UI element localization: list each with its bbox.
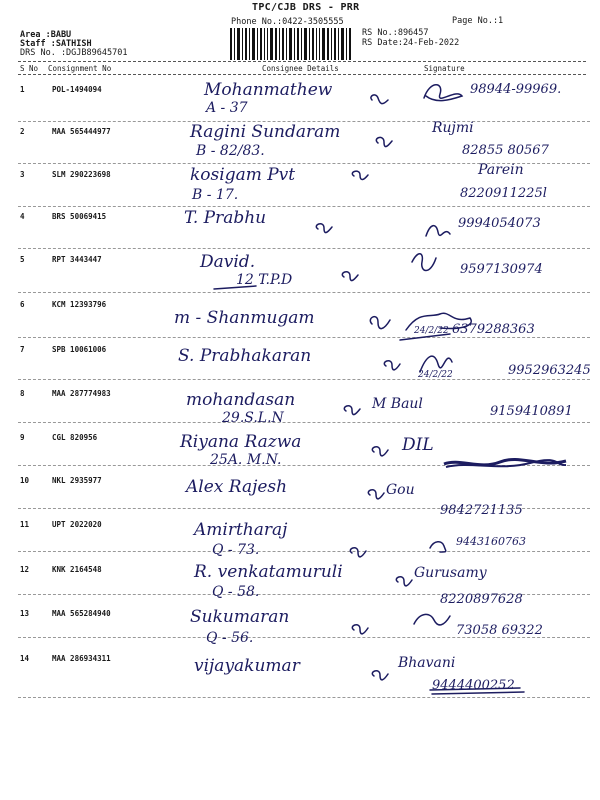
row-consignment: POL-1494094	[52, 85, 102, 94]
row-consignment: KCM 12393796	[52, 300, 107, 309]
row-sno: 10	[20, 476, 30, 485]
row-sno: 2	[20, 127, 25, 136]
row-consignment: KNK 2164548	[52, 565, 102, 574]
barcode-image	[230, 28, 352, 60]
consignee-name: Ragini Sundaram	[190, 122, 341, 142]
consignee-phone: 73058 69322	[456, 623, 543, 638]
signature-scribble	[424, 85, 462, 101]
row-consignment: CGL 820956	[52, 433, 98, 442]
row-sno: 9	[20, 433, 25, 442]
signature-name: Gurusamy	[414, 565, 487, 581]
consignee-address: B - 82/83.	[196, 143, 265, 159]
consignee-address: Q - 56.	[206, 630, 254, 646]
row-separator	[18, 206, 590, 207]
consignee-phone: 9443160763	[456, 535, 526, 548]
row-consignment: UPT 2022020	[52, 520, 102, 529]
consignee-name: kosigam Pvt	[190, 165, 296, 185]
tick-mark	[344, 406, 360, 415]
signature-scribble	[414, 614, 450, 625]
col-consignment: Consignment No	[48, 64, 112, 73]
rs-number: RS No.:896457	[362, 28, 429, 38]
row-sno: 11	[20, 520, 30, 529]
tick-mark	[371, 95, 388, 104]
signature-scribble	[412, 254, 436, 271]
sheet-title: TPC/CJB DRS - PRR	[252, 2, 360, 13]
row-sno: 3	[20, 170, 25, 179]
tick-mark	[372, 671, 388, 680]
consignee-phone: 82855 80567	[462, 143, 549, 158]
consignee-address: Q - 58.	[212, 584, 260, 600]
row-consignment: MAA 565444977	[52, 127, 111, 136]
consignee-address: Q - 73.	[212, 542, 260, 558]
consignee-phone: 8220911225l	[460, 186, 547, 201]
consignee-name: S. Prabhakaran	[178, 346, 312, 366]
consignee-address: 12 T.P.D	[236, 272, 293, 288]
row-sno: 6	[20, 300, 25, 309]
consignee-phone: 9159410891	[490, 404, 573, 419]
header-rule-bottom	[18, 74, 586, 75]
consignee-name: Alex Rajesh	[186, 477, 288, 497]
signature-name: M Baul	[372, 396, 423, 412]
col-signature: Signature	[424, 64, 465, 73]
tick-mark	[316, 224, 332, 233]
row-separator	[18, 697, 590, 698]
scribbled-out-phone	[440, 456, 570, 472]
col-consignee: Consignee Details	[262, 64, 339, 73]
header-rule-top	[18, 61, 586, 62]
row-sno: 5	[20, 255, 25, 264]
tick-mark	[396, 577, 412, 586]
row-sno: 13	[20, 609, 30, 618]
row-consignment: NKL 2935977	[52, 476, 102, 485]
row-sno: 4	[20, 212, 25, 221]
consignee-phone: 6379288363	[452, 322, 535, 337]
tick-mark	[352, 171, 368, 179]
area-label: Area :BABU	[20, 30, 72, 40]
sign-date: 24/2/22	[418, 370, 453, 380]
page-number: Page No.:1	[452, 16, 504, 26]
row-sno: 8	[20, 389, 25, 398]
tick-mark	[368, 490, 384, 499]
signature-name: Bhavani	[398, 655, 456, 671]
consignee-phone: 98944-99969.	[470, 82, 562, 97]
consignee-name: mohandasan	[186, 390, 296, 410]
consignee-phone: 9952963245	[508, 363, 591, 378]
row-sno: 1	[20, 85, 25, 94]
sign-date: 24/2/22	[414, 326, 449, 336]
tick-mark	[370, 317, 390, 329]
row-consignment: MAA 565284940	[52, 609, 111, 618]
consignee-name: R. venkatamuruli	[194, 562, 343, 582]
tick-mark	[372, 447, 388, 456]
tick-mark	[352, 625, 368, 634]
signature-name: Rujmi	[432, 120, 474, 136]
consignee-name: Riyana Razwa	[180, 432, 302, 452]
consignee-address: 25A. M.N.	[210, 452, 282, 468]
row-consignment: RPT 3443447	[52, 255, 102, 264]
tick-mark	[342, 272, 358, 281]
consignee-name: Amirtharaj	[194, 520, 288, 540]
staff-label: Staff :SATHISH	[20, 39, 92, 49]
consignee-phone: 9842721135	[440, 503, 523, 518]
row-sno: 14	[20, 654, 30, 663]
row-separator	[18, 379, 590, 380]
row-sno: 7	[20, 345, 25, 354]
consignee-address: B - 17.	[192, 187, 239, 203]
row-separator	[18, 248, 590, 249]
tick-mark	[384, 361, 400, 370]
consignee-name: m - Shanmugam	[174, 308, 315, 328]
consignee-phone: 8220897628	[440, 592, 523, 607]
consignee-name: David.	[200, 252, 256, 272]
row-consignment: SLM 290223698	[52, 170, 111, 179]
row-separator	[18, 337, 590, 338]
signature-name: Parein	[478, 162, 524, 178]
consignee-address: A - 37	[206, 100, 248, 116]
row-separator	[18, 422, 590, 423]
signature-name: DIL	[402, 435, 434, 455]
consignee-name: vijayakumar	[194, 656, 300, 676]
col-sno: S No	[20, 64, 39, 73]
drs-number: DRS No. :DGJB89645701	[20, 48, 128, 58]
consignee-phone: 9597130974	[460, 262, 543, 277]
consignee-address: 29.S.L.N	[222, 410, 284, 426]
signature-scribble	[426, 226, 450, 236]
consignee-name: Sukumaran	[190, 607, 290, 627]
consignee-phone: 9994054073	[458, 216, 541, 231]
row-consignment: MAA 286934311	[52, 654, 111, 663]
row-consignment: MAA 287774983	[52, 389, 111, 398]
row-separator	[18, 292, 590, 293]
row-consignment: SPB 10061006	[52, 345, 107, 354]
rs-date: RS Date:24-Feb-2022	[362, 38, 460, 48]
row-separator	[18, 551, 590, 552]
consignee-name: T. Prabhu	[184, 208, 267, 228]
consignee-name: Mohanmathew	[204, 80, 333, 100]
signature-name: Gou	[386, 482, 415, 498]
tick-mark	[350, 548, 366, 557]
consignee-phone: 9444400252	[432, 678, 515, 693]
tick-mark	[376, 137, 392, 146]
row-consignment: BRS 50069415	[52, 212, 107, 221]
row-sno: 12	[20, 565, 30, 574]
phone-number: Phone No.:0422-3505555	[231, 17, 344, 27]
